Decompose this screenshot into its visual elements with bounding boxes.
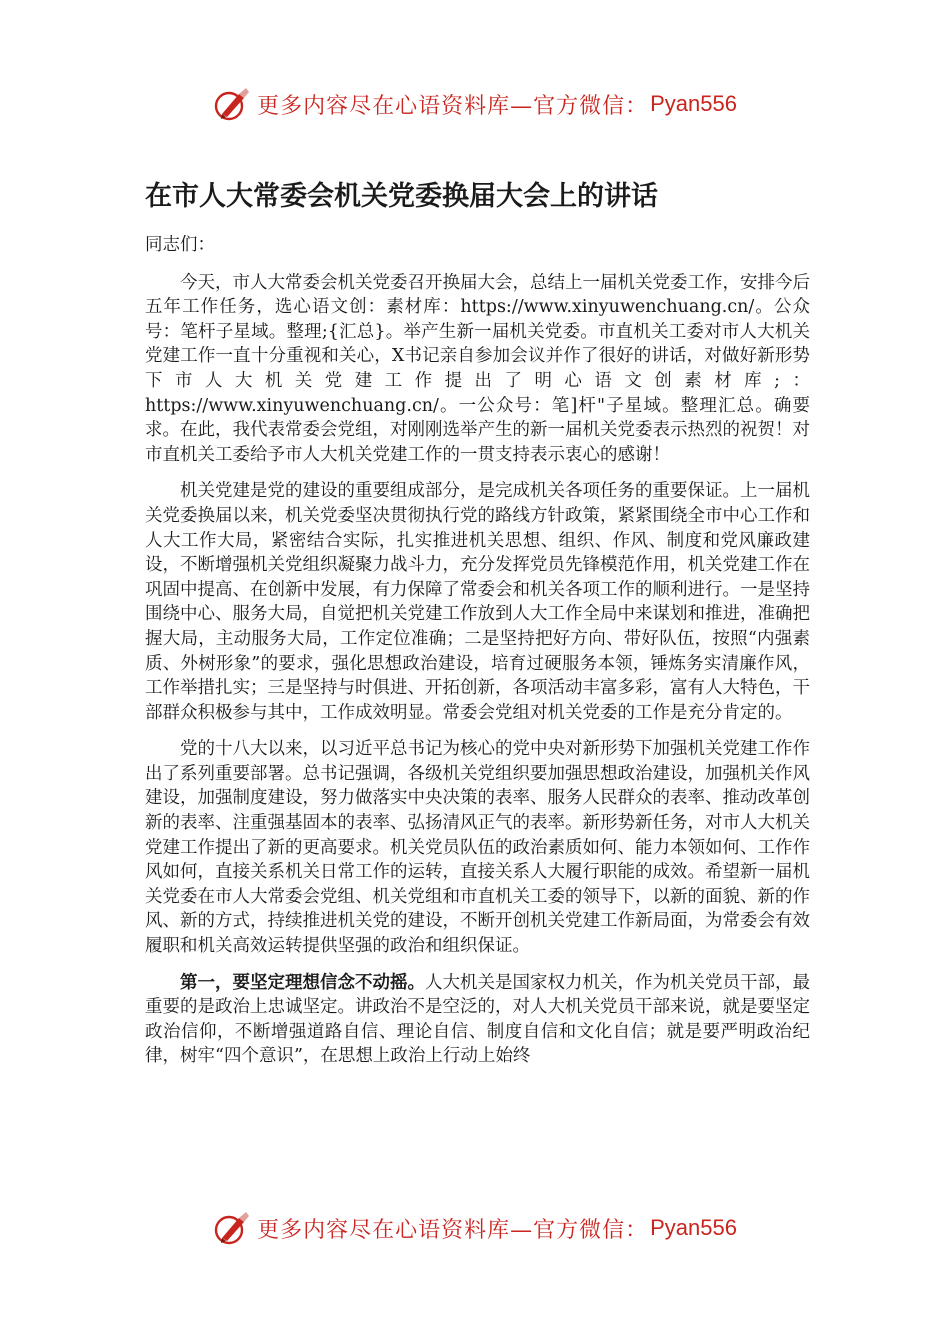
paragraph-1: 今天，市人大常委会机关党委召开换届大会，总结上一届机关党委工作，安排今后五年工作任务，选心语文创：素材库：https://www.xinyuwenchuang.cn/。公众号：笔杆子星域。整理;{汇总}。举产生新一届机关党委。市直机关工委对市人大机关党建工作一直十分重视和关心，X书记亲自参加会议并作了很好的讲话，对做好新形势下市人大机关党建工作提出了明心语文创素材库;：https://www.xinyuwenchuang.cn/。一公众号：笔]杆"子星域。整理汇总。确要求。在此，我代表常委会党组，对刚刚选举产生的新一届机关党委表示热烈的祝贺！对市直机关工委给予市人大机关党建工作的一贯支持表示衷心的感谢！ <box>145 272 810 465</box>
banner-text: 更多内容尽在心语资料库—官方微信： <box>257 1217 649 1243</box>
document-body <box>145 233 810 1081</box>
pen-logo-icon <box>213 84 253 124</box>
pen-logo-icon <box>213 1208 253 1248</box>
banner-wechat-id: Pyan556 <box>650 1215 737 1240</box>
point-one-body: 人大机关是国家权力机关，作为机关党员干部，最重要的是政治上忠诚坚定。讲政治不是空泛的，对人大机关党员干部来说，就是要坚定政治信仰，不断增强道路自信、理论自信、制度自信和文化自信；就是要严明政治纪律，树牢“四个意识”，在思想上政治上行动上始终 <box>145 972 810 1067</box>
salutation: 同志们： <box>145 235 215 255</box>
footer-banner <box>0 1206 950 1250</box>
banner-wechat-id: Pyan556 <box>650 91 737 116</box>
banner-text: 更多内容尽在心语资料库—官方微信： <box>257 93 649 119</box>
paragraph-2: 机关党建是党的建设的重要组成部分，是完成机关各项任务的重要保证。上一届机关党委换届以来，机关党委坚决贯彻执行党的路线方针政策，紧紧围绕全市中心工作和人大工作大局，紧密结合实际，扎实推进机关思想、组织、作风、制度和党风廉政建设，不断增强机关党组织凝聚力战斗力，充分发挥党员先锋模范作用，机关党建工作在巩固中提高、在创新中发展，有力保障了常委会和机关各项工作的顺利进行。一是坚持围绕中心、服务大局，自觉把机关党建工作放到人大工作全局中来谋划和推进，准确把握大局，主动服务大局，工作定位准确；二是坚持把好方向、带好队伍，按照“内强素质、外树形象”的要求，强化思想政治建设，培育过硬服务本领，锤炼务实清廉作风，工作举措扎实；三是坚持与时俱进、开拓创新，各项活动丰富多彩，富有人大特色，干部群众积极参与其中，工作成效明显。常委会党组对机关党委的工作是充分肯定的。 <box>145 481 810 723</box>
paragraph-4 <box>145 971 810 1069</box>
document-title: 在市人大常委会机关党委换届大会上的讲话 <box>145 181 658 212</box>
point-one-heading: 第一，要坚定理想信念不动摇。 <box>180 972 425 993</box>
header-banner <box>0 82 950 126</box>
paragraph-3: 党的十八大以来，以习近平总书记为核心的党中央对新形势下加强机关党建工作作出了系列重要部署。总书记强调，各级机关党组织要加强思想政治建设，加强机关作风建设，加强制度建设，努力做落实中央决策的表率、服务人民群众的表率、推动改革创新的表率、注重强基固本的表率、弘扬清风正气的表率。新形势新任务，对市人大机关党建工作提出了新的更高要求。机关党员队伍的政治素质如何、能力本领如何、工作作风如何，直接关系机关日常工作的运转，直接关系人大履行职能的成效。希望新一届机关党委在市人大常委会党组、机关党组和市直机关工委的领导下，以新的面貌、新的作风、新的方式，持续推进机关党的建设，不断开创机关党建工作新局面，为常委会有效履职和机关高效运转提供坚强的政治和组织保证。 <box>145 739 810 957</box>
